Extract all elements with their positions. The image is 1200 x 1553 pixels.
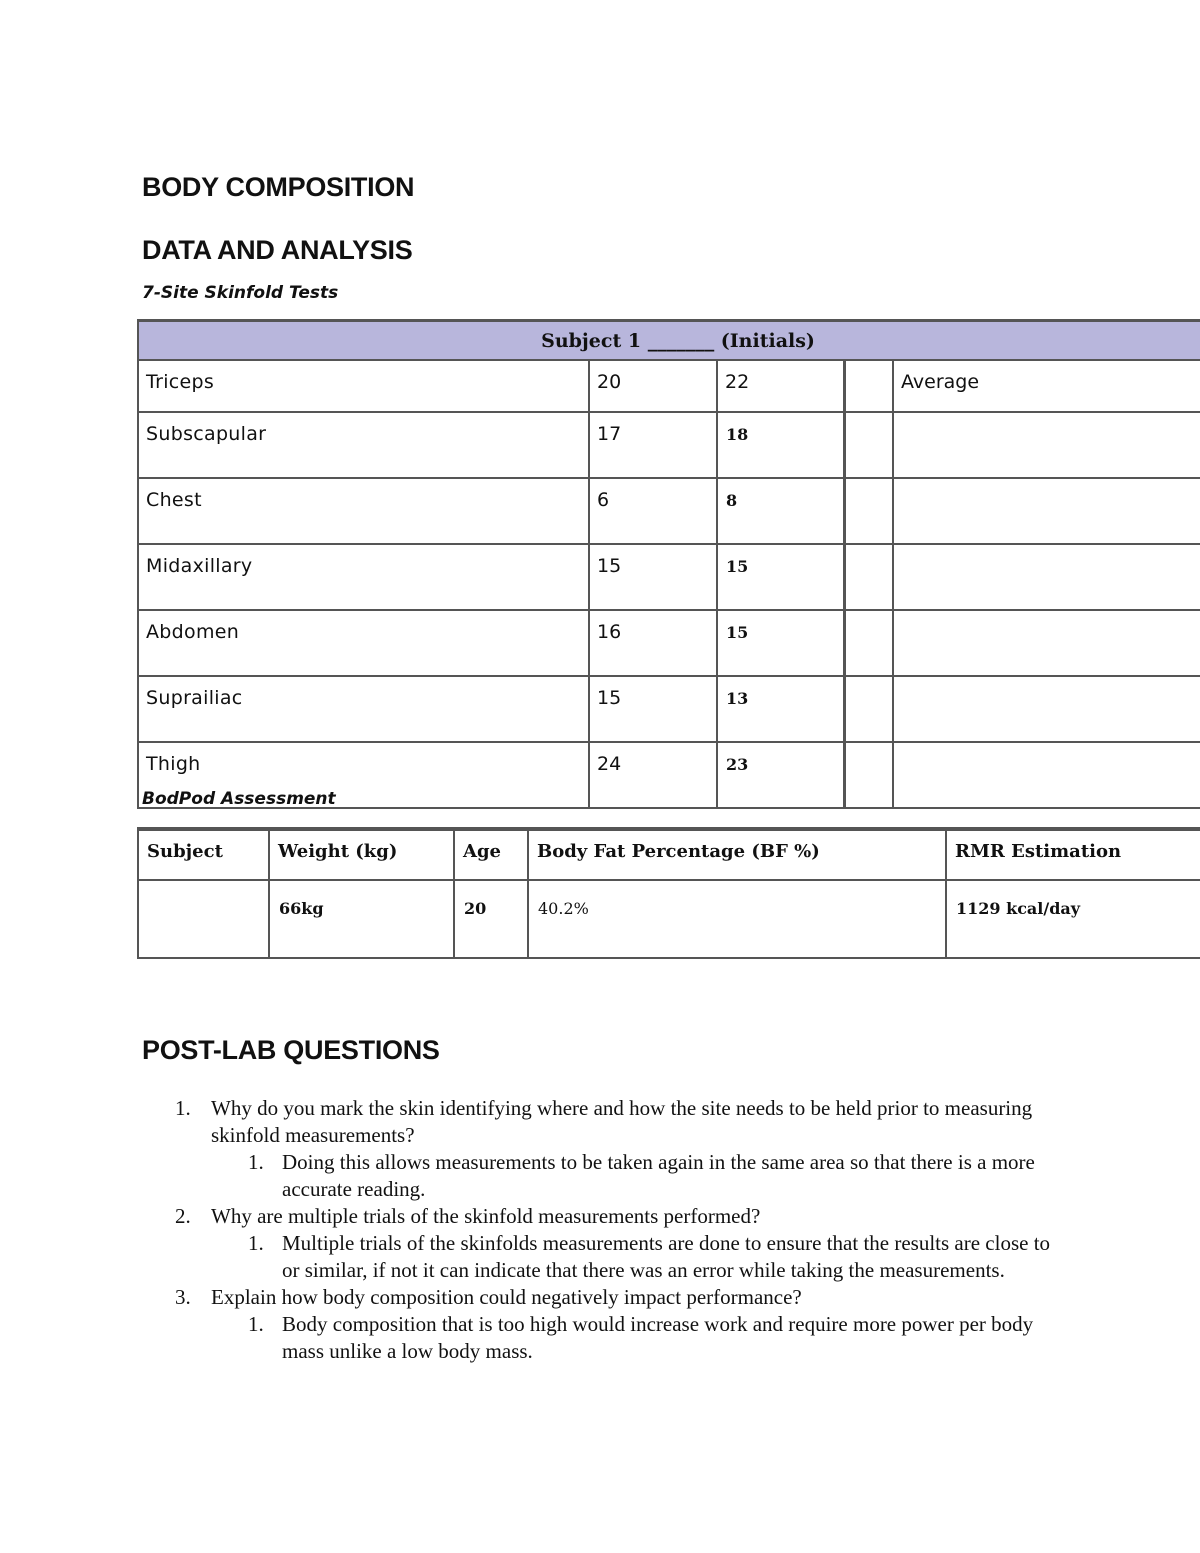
table-row [138, 544, 1200, 610]
skinfold-table [137, 319, 1200, 809]
trial3-cell [844, 478, 893, 544]
site-label: Chest [138, 478, 589, 544]
trial3-cell [844, 676, 893, 742]
list-item [0, 1311, 1200, 1365]
list-item [0, 1095, 1200, 1149]
age-value: 20 [454, 880, 528, 958]
weight-value: 66kg [269, 880, 454, 958]
column-header-age: Age [454, 829, 528, 880]
answer-number: 1. [248, 1150, 264, 1174]
average-label: Average [893, 360, 1200, 412]
trial2-value: 15 [717, 544, 844, 610]
answer-number: 1. [248, 1231, 264, 1255]
column-header-weight: Weight (kg) [269, 829, 454, 880]
skinfold-header-row [138, 321, 1200, 361]
answer-number: 1. [248, 1312, 264, 1336]
table-row [138, 412, 1200, 478]
trial2-value: 8 [717, 478, 844, 544]
section-heading-data: DATA AND ANALYSIS [142, 235, 413, 265]
average-cell [893, 610, 1200, 676]
answer-text: Body composition that is too high would increase work and require more power per body mass unlike a low body mass. [282, 1312, 1034, 1363]
table-row [138, 880, 1200, 958]
site-label: Suprailiac [138, 676, 589, 742]
list-item [0, 1149, 1200, 1203]
table-row [138, 676, 1200, 742]
bodpod-subheading: BodPod Assessment [142, 789, 336, 809]
question-number: 1. [175, 1096, 191, 1120]
question-list [0, 1095, 1200, 1365]
skinfold-subheading: 7-Site Skinfold Tests [142, 283, 339, 303]
question-text: Explain how body composition could negatively impact performance? [211, 1285, 802, 1309]
site-label: Thigh [138, 742, 589, 808]
trial1-value: 15 [589, 676, 717, 742]
column-header-rmr: RMR Estimation [946, 829, 1200, 880]
trial2-value: 22 [717, 360, 844, 412]
trial3-cell [844, 544, 893, 610]
subject-value [138, 880, 269, 958]
trial2-value: 15 [717, 610, 844, 676]
question-text: Why are multiple trials of the skinfold measurements performed? [211, 1204, 761, 1228]
trial2-value: 18 [717, 412, 844, 478]
section-heading-questions: POST-LAB QUESTIONS [142, 1035, 440, 1065]
trial3-cell [844, 742, 893, 808]
column-header-subject: Subject [138, 829, 269, 880]
average-cell [893, 412, 1200, 478]
bodpod-table [137, 827, 1200, 959]
bodpod-header-row [138, 829, 1200, 880]
question-number: 3. [175, 1285, 191, 1309]
rmr-value: 1129 kcal/day [946, 880, 1200, 958]
list-item [0, 1230, 1200, 1284]
question-text: Why do you mark the skin identifying where and how the site needs to be held prior to measuring skinfold measurements? [211, 1096, 1033, 1147]
list-item [0, 1284, 1200, 1311]
trial3-cell [844, 610, 893, 676]
trial2-value: 23 [717, 742, 844, 808]
list-item [0, 1203, 1200, 1230]
trial3-cell [844, 360, 893, 412]
column-header-body-fat: Body Fat Percentage (BF %) [528, 829, 946, 880]
site-label: Triceps [138, 360, 589, 412]
average-cell [893, 544, 1200, 610]
site-label: Abdomen [138, 610, 589, 676]
average-cell [893, 742, 1200, 808]
site-label: Subscapular [138, 412, 589, 478]
trial1-value: 20 [589, 360, 717, 412]
trial3-cell [844, 412, 893, 478]
trial1-value: 24 [589, 742, 717, 808]
table-row [138, 360, 1200, 412]
question-number: 2. [175, 1204, 191, 1228]
trial1-value: 15 [589, 544, 717, 610]
body-fat-value: 40.2% [528, 880, 946, 958]
trial2-value: 13 [717, 676, 844, 742]
document-title: BODY COMPOSITION [142, 172, 415, 202]
average-cell [893, 676, 1200, 742]
trial1-value: 16 [589, 610, 717, 676]
answer-text: Doing this allows measurements to be taken again in the same area so that there is a more accurate reading. [282, 1150, 1035, 1201]
table-row [138, 478, 1200, 544]
answer-text: Multiple trials of the skinfolds measurements are done to ensure that the results are close to or similar, if not it can indicate that there was an error while taking the measurements. [282, 1231, 1051, 1282]
table-row [138, 610, 1200, 676]
trial1-value: 6 [589, 478, 717, 544]
skinfold-subject-header: Subject 1 _______ (Initials) [138, 321, 1200, 361]
average-cell [893, 478, 1200, 544]
trial1-value: 17 [589, 412, 717, 478]
site-label: Midaxillary [138, 544, 589, 610]
